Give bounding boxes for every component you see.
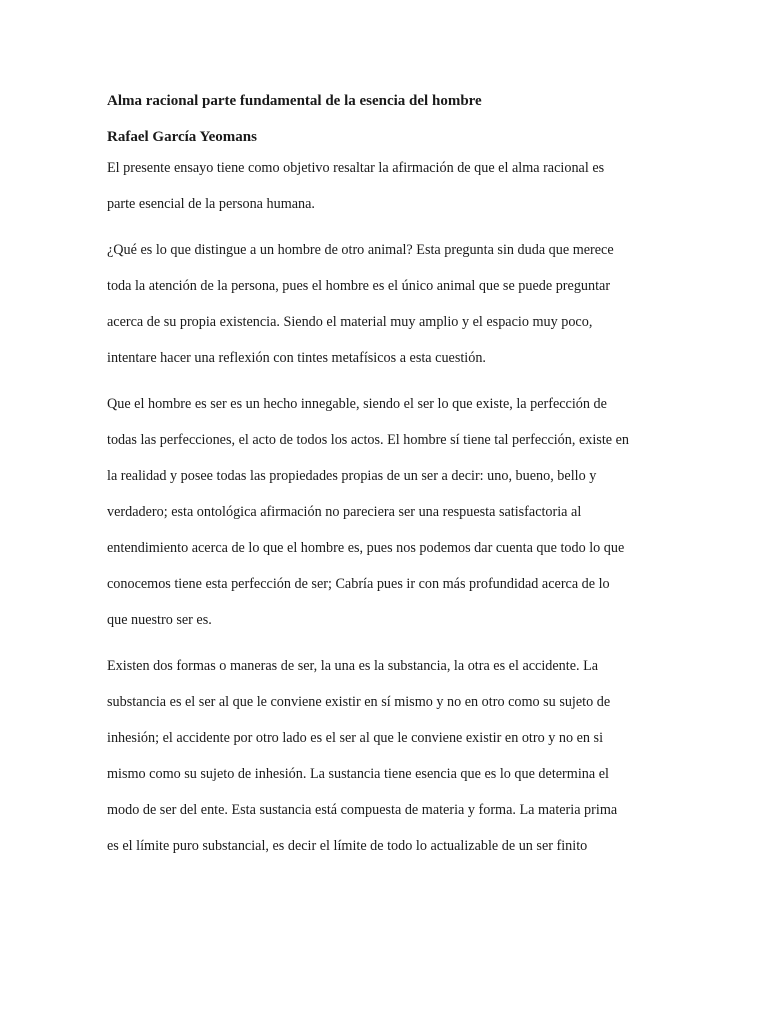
text-line: todas las perfecciones, el acto de todos los actos. El hombre sí tiene tal perfección, existe en bbox=[107, 432, 629, 448]
paragraph bbox=[107, 232, 667, 376]
document-title: Alma racional parte fundamental de la esencia del hombre bbox=[107, 93, 482, 109]
text-line: ¿Qué es lo que distingue a un hombre de otro animal? Esta pregunta sin duda que merece bbox=[107, 242, 614, 258]
text-line: mismo como su sujeto de inhesión. La sustancia tiene esencia que es lo que determina el bbox=[107, 766, 609, 782]
text-line: la realidad y posee todas las propiedades propias de un ser a decir: uno, bueno, bello y bbox=[107, 468, 597, 484]
document-page bbox=[107, 90, 667, 874]
text-line: Existen dos formas o maneras de ser, la una es la substancia, la otra es el accidente. La bbox=[107, 658, 599, 674]
text-line: modo de ser del ente. Esta sustancia está compuesta de materia y forma. La materia prima bbox=[107, 802, 618, 818]
text-line: El presente ensayo tiene como objetivo resaltar la afirmación de que el alma racional es bbox=[107, 160, 605, 176]
text-line: entendimiento acerca de lo que el hombre es, pues nos podemos dar cuenta que todo lo que bbox=[107, 540, 625, 556]
text-line: Que el hombre es ser es un hecho innegable, siendo el ser lo que existe, la perfección de bbox=[107, 396, 607, 412]
text-line: que nuestro ser es. bbox=[107, 612, 212, 628]
paragraph bbox=[107, 648, 667, 864]
text-line: conocemos tiene esta perfección de ser; Cabría pues ir con más profundidad acerca de lo bbox=[107, 576, 610, 592]
paragraph bbox=[107, 150, 667, 222]
text-line: es el límite puro substancial, es decir el límite de todo lo actualizable de un ser finito bbox=[107, 838, 588, 854]
document-author: Rafael García Yeomans bbox=[107, 129, 257, 145]
text-line: parte esencial de la persona humana. bbox=[107, 196, 315, 212]
text-line: substancia es el ser al que le conviene existir en sí mismo y no en otro como su sujeto de bbox=[107, 694, 611, 710]
text-line: toda la atención de la persona, pues el hombre es el único animal que se puede preguntar bbox=[107, 278, 611, 294]
document-body bbox=[107, 150, 667, 864]
paragraph bbox=[107, 386, 667, 638]
text-line: acerca de su propia existencia. Siendo el material muy amplio y el espacio muy poco, bbox=[107, 314, 593, 330]
text-line: inhesión; el accidente por otro lado es el ser al que le conviene existir en otro y no en si bbox=[107, 730, 604, 746]
text-line: verdadero; esta ontológica afirmación no pareciera ser una respuesta satisfactoria al bbox=[107, 504, 582, 520]
text-line: intentare hacer una reflexión con tintes metafísicos a esta cuestión. bbox=[107, 350, 486, 366]
